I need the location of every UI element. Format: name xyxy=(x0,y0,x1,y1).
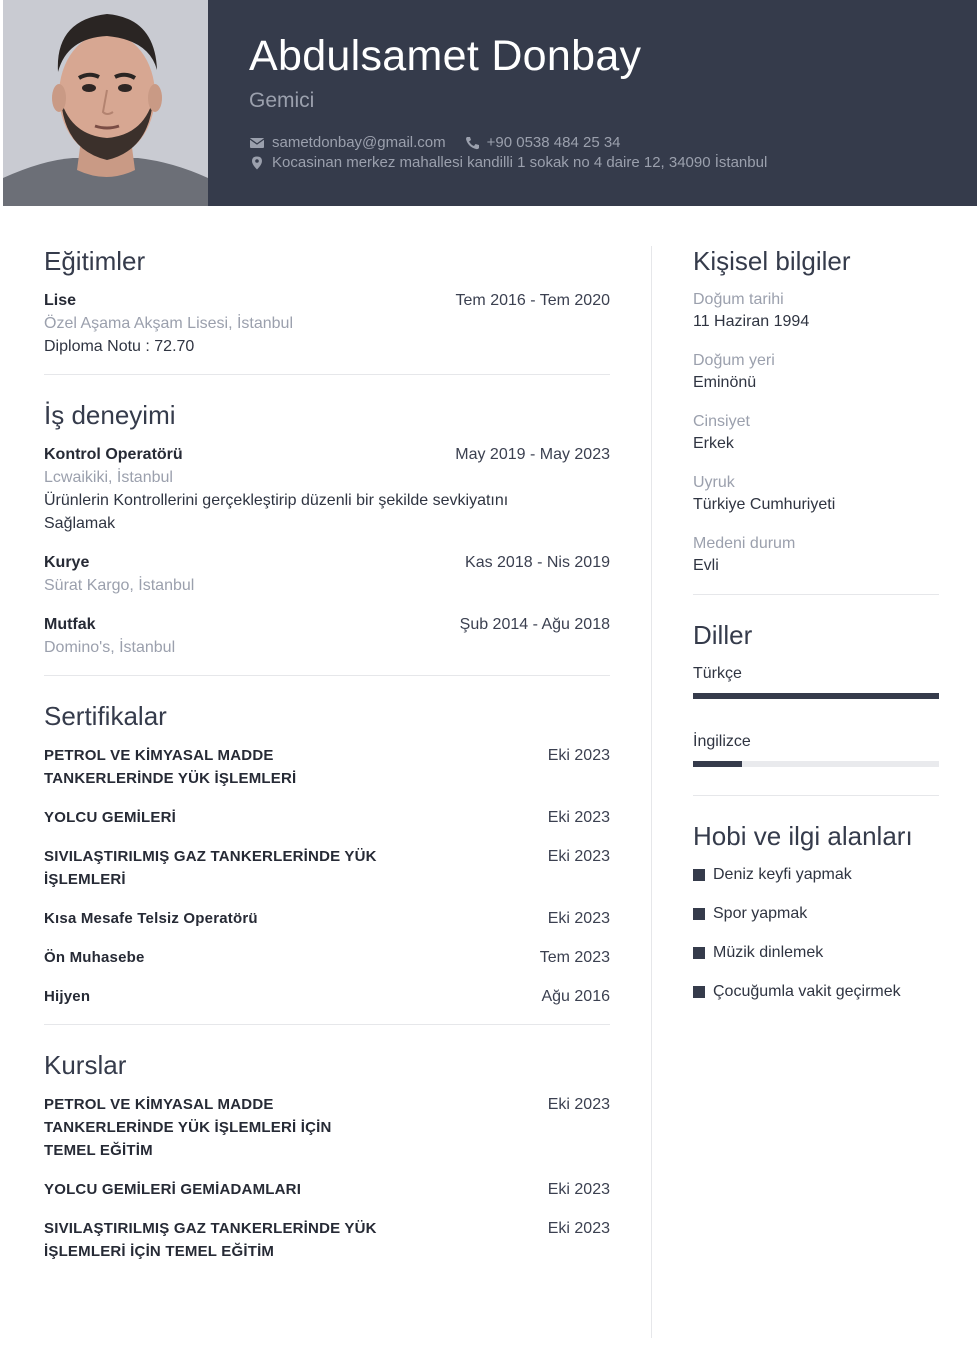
course-entry xyxy=(44,1217,610,1263)
personal-value: Erkek xyxy=(693,435,734,452)
language-level-fill xyxy=(693,761,742,767)
entry-title: Hijyen xyxy=(44,988,91,1005)
personal-label: Doğum tarihi xyxy=(693,291,784,308)
hobby-label: Spor yapmak xyxy=(713,905,808,922)
address-line xyxy=(249,154,767,171)
entry-date: Eki 2023 xyxy=(547,910,610,927)
entry-date: Tem 2023 xyxy=(539,949,610,966)
section-divider xyxy=(44,374,610,375)
entry-institution: Özel Aşama Akşam Lisesi, İstanbul xyxy=(44,315,293,332)
education-heading: Eğitimler xyxy=(44,246,146,276)
hobby-label: Deniz keyfi yapmak xyxy=(713,866,852,883)
personal-label: Cinsiyet xyxy=(693,413,750,430)
language-level-fill xyxy=(693,693,939,699)
personal-value: 11 Haziran 1994 xyxy=(693,313,810,330)
bullet-square-icon xyxy=(693,986,705,998)
location-pin-icon xyxy=(249,156,265,170)
entry-date: Şub 2014 - Ağu 2018 xyxy=(459,616,610,633)
certificate-entry xyxy=(44,985,610,1008)
entry-title: YOLCU GEMİLERİ xyxy=(44,809,176,826)
experience-entry xyxy=(44,443,610,535)
candidate-name: Abdulsamet Donbay xyxy=(249,32,642,80)
language-level-bar xyxy=(693,761,939,767)
personal-label: Doğum yeri xyxy=(693,352,775,369)
education-entry xyxy=(44,289,610,358)
sidebar-column xyxy=(693,245,939,1020)
personal-item xyxy=(693,411,939,455)
entry-date: Eki 2023 xyxy=(547,848,610,865)
entry-title: Kurye xyxy=(44,554,90,571)
entry-description: Diploma Notu : 72.70 xyxy=(44,338,195,355)
certificate-entry xyxy=(44,946,610,969)
envelope-icon xyxy=(249,136,265,150)
entry-company: Sürat Kargo, İstanbul xyxy=(44,577,195,594)
column-divider xyxy=(651,246,652,1338)
entry-date: Eki 2023 xyxy=(547,1096,610,1113)
entry-company: Lcwaikiki, İstanbul xyxy=(44,469,173,486)
hobby-item xyxy=(693,942,939,964)
certificate-entry xyxy=(44,845,610,891)
email-link[interactable]: sametdonbay@gmail.com xyxy=(272,134,446,151)
entry-date: Tem 2016 - Tem 2020 xyxy=(455,292,610,309)
entry-title: Lise xyxy=(44,292,77,309)
resume-header xyxy=(3,0,977,206)
entry-title: Mutfak xyxy=(44,616,96,633)
experience-entry xyxy=(44,551,610,597)
entry-title: SIVILAŞTIRILMIŞ GAZ TANKERLERİNDE YÜK İŞLEMLERİ xyxy=(44,848,377,888)
personal-value: Türkiye Cumhuriyeti xyxy=(693,496,836,513)
entry-title: Kontrol Operatörü xyxy=(44,446,183,463)
experience-heading: İş deneyimi xyxy=(44,400,176,430)
personal-heading: Kişisel bilgiler xyxy=(693,246,851,276)
entry-title: PETROL VE KİMYASAL MADDE TANKERLERİNDE YÜK İŞLEMLERİ xyxy=(44,747,297,787)
languages-heading: Diller xyxy=(693,620,753,650)
entry-description: Ürünlerin Kontrollerini gerçekleştirip düzenli bir şekilde sevkiyatını Sağlamak xyxy=(44,492,509,532)
course-entry xyxy=(44,1178,610,1201)
personal-value: Evli xyxy=(693,557,719,574)
contact-line xyxy=(249,134,621,151)
personal-value: Eminönü xyxy=(693,374,757,391)
hobby-item xyxy=(693,981,939,1003)
courses-heading: Kurslar xyxy=(44,1050,127,1080)
language-name: İngilizce xyxy=(693,733,751,750)
language-level-bar xyxy=(693,693,939,699)
personal-label: Medeni durum xyxy=(693,535,796,552)
certificate-entry xyxy=(44,744,610,790)
certificate-entry xyxy=(44,806,610,829)
entry-title: PETROL VE KİMYASAL MADDE TANKERLERİNDE YÜK İŞLEMLERİ İÇİN TEMEL EĞİTİM xyxy=(44,1096,332,1159)
hobby-item xyxy=(693,864,939,886)
entry-date: Eki 2023 xyxy=(547,1181,610,1198)
section-divider xyxy=(44,675,610,676)
section-divider xyxy=(693,795,939,796)
personal-item xyxy=(693,472,939,516)
language-name: Türkçe xyxy=(693,665,742,682)
address-text: Kocasinan merkez mahallesi kandilli 1 sokak no 4 daire 12, 34090 İstanbul xyxy=(272,154,768,171)
candidate-title: Gemici xyxy=(249,89,315,112)
certificate-entry xyxy=(44,907,610,930)
entry-date: Eki 2023 xyxy=(547,809,610,826)
bullet-square-icon xyxy=(693,908,705,920)
entry-date: Eki 2023 xyxy=(547,1220,610,1237)
resume-page xyxy=(3,0,977,1372)
entry-title: Ön Muhasebe xyxy=(44,949,145,966)
hobby-item xyxy=(693,903,939,925)
personal-item xyxy=(693,350,939,394)
hobby-label: Çocuğumla vakit geçirmek xyxy=(713,983,901,1000)
entry-date: Kas 2018 - Nis 2019 xyxy=(465,554,610,571)
entry-title: SIVILAŞTIRILMIŞ GAZ TANKERLERİNDE YÜK İŞLEMLERİ İÇİN TEMEL EĞİTİM xyxy=(44,1220,377,1260)
bullet-square-icon xyxy=(693,869,705,881)
personal-item xyxy=(693,533,939,577)
certificates-heading: Sertifikalar xyxy=(44,701,167,731)
course-entry xyxy=(44,1093,610,1162)
phone-link[interactable]: +90 0538 484 25 34 xyxy=(486,134,621,151)
hobby-label: Müzik dinlemek xyxy=(713,944,824,961)
entry-company: Domino's, İstanbul xyxy=(44,639,176,656)
section-divider xyxy=(44,1024,610,1025)
entry-title: YOLCU GEMİLERİ GEMİADAMLARI xyxy=(44,1181,302,1198)
bullet-square-icon xyxy=(693,947,705,959)
entry-title: Kısa Mesafe Telsiz Operatörü xyxy=(44,910,258,927)
entry-date: Ağu 2016 xyxy=(541,988,610,1005)
section-divider xyxy=(693,594,939,595)
hobbies-heading: Hobi ve ilgi alanları xyxy=(693,821,913,851)
entry-date: Eki 2023 xyxy=(547,747,610,764)
profile-photo xyxy=(3,0,208,206)
personal-label: Uyruk xyxy=(693,474,735,491)
entry-date: May 2019 - May 2023 xyxy=(455,446,610,463)
phone-icon xyxy=(464,136,480,150)
personal-item xyxy=(693,289,939,333)
experience-entry xyxy=(44,613,610,659)
main-column xyxy=(44,245,610,1279)
